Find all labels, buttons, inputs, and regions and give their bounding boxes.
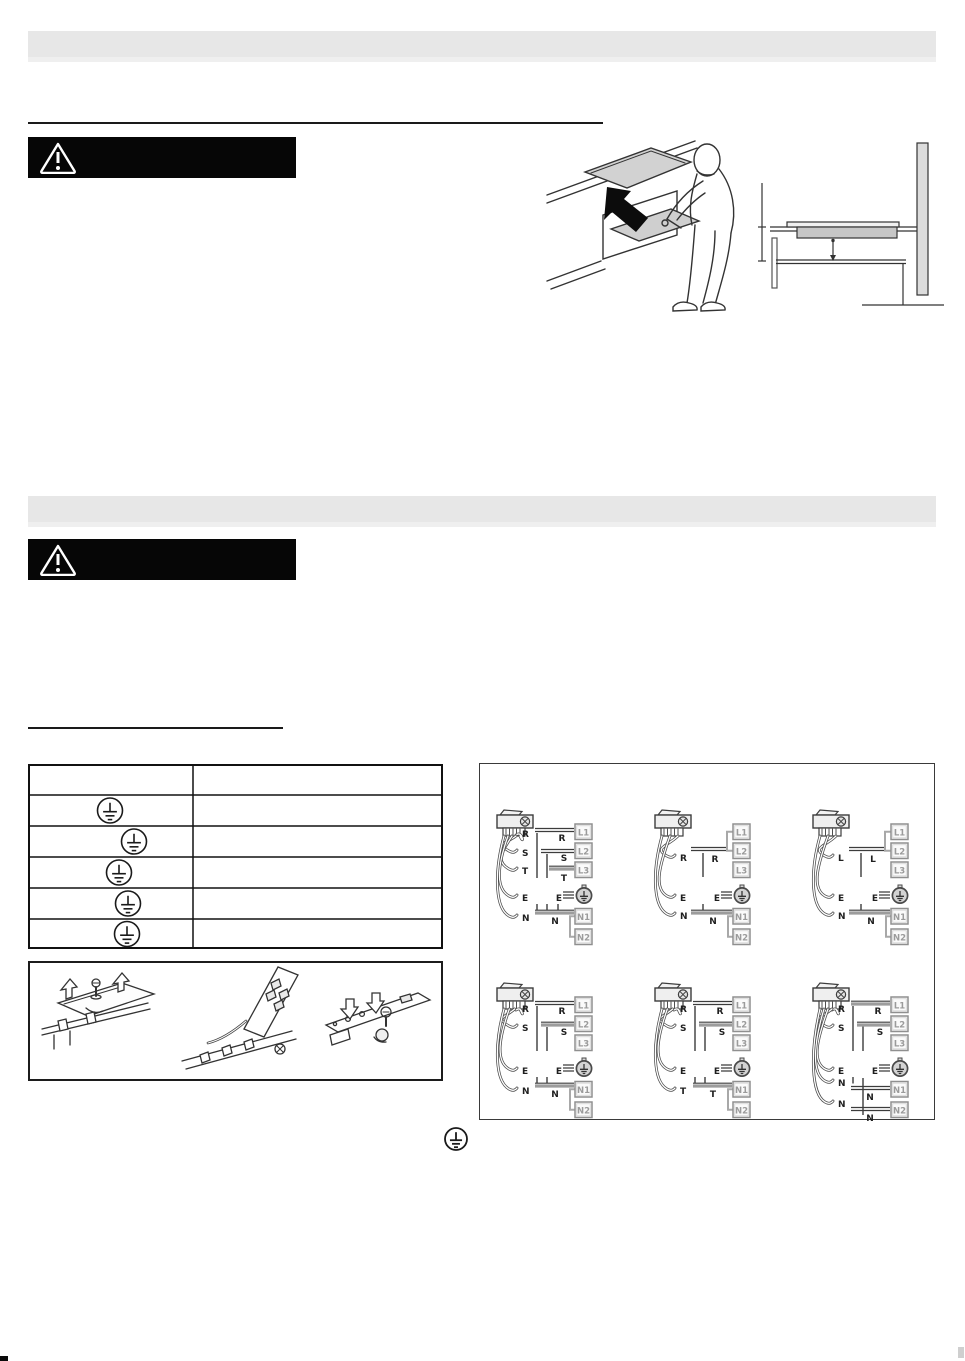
diagram-label: S <box>876 1028 884 1038</box>
cover-step-1 <box>42 973 154 1049</box>
earth-terminal-icon <box>734 1058 749 1076</box>
clamp-screw-icon <box>836 990 845 999</box>
diagram-label: N1 <box>576 913 591 923</box>
diagram-label: N <box>551 1090 559 1100</box>
diagram-label: R <box>558 1007 566 1017</box>
cover-step-3 <box>326 993 430 1045</box>
diagram-label: L <box>838 854 844 864</box>
terminal-l3 <box>575 1035 592 1051</box>
terminal-n1 <box>575 1082 592 1098</box>
diagram-label: N1 <box>892 1086 907 1096</box>
terminal-n1 <box>575 909 592 925</box>
diagram-label: E <box>871 894 879 904</box>
terminal-cover-steps-box <box>28 961 443 1081</box>
cable-clamp-lever <box>500 810 522 815</box>
warning-box-2 <box>28 539 296 580</box>
terminal-l1 <box>575 824 592 840</box>
diagram-label: L2 <box>893 1020 906 1031</box>
diagram-label: N <box>522 1087 530 1097</box>
terminal-l2 <box>575 843 592 859</box>
diagram-label: R <box>522 830 529 840</box>
terminal-n2 <box>891 929 908 945</box>
diagram-label: N1 <box>892 913 907 923</box>
diagram-label: N2 <box>892 1106 907 1117</box>
diagram-label: S <box>680 1024 687 1034</box>
diagram-label: E <box>555 894 563 904</box>
diagram-label: L3 <box>893 1039 906 1050</box>
diagram-label: L3 <box>735 866 748 877</box>
diagram-label: E <box>713 894 721 904</box>
warning-box-1 <box>28 137 296 178</box>
hob-installation-illustration <box>545 131 757 319</box>
clamp-screw-icon <box>520 817 529 826</box>
earth-terminal-icon <box>892 1058 907 1076</box>
diagram-label: R <box>680 854 687 864</box>
diagram-label: L1 <box>893 828 906 839</box>
clamp-screw-icon <box>520 990 529 999</box>
cable-clamp-lever <box>658 810 680 815</box>
diagram-label: L2 <box>577 847 590 858</box>
diagram-label: E <box>680 1067 687 1077</box>
diagram-label: N <box>838 912 846 922</box>
diagram-label: L1 <box>577 828 590 839</box>
diagram-4 <box>491 982 641 1124</box>
cable-clamp-lever <box>816 983 838 988</box>
terminal-l1 <box>891 997 908 1013</box>
terminal-n1 <box>891 909 908 925</box>
diagram-label: R <box>838 1005 845 1015</box>
earth-terminal-icon <box>892 885 907 903</box>
terminal-l3 <box>575 862 592 878</box>
cable-clamp-lever <box>658 983 680 988</box>
terminal-l1 <box>733 997 750 1013</box>
diagram-2 <box>649 809 799 951</box>
diagram-label: N2 <box>734 933 749 944</box>
diagram-label: E <box>680 894 687 904</box>
terminal-l2 <box>733 1016 750 1032</box>
diagram-label: N <box>709 917 717 927</box>
cable-clamp-lever <box>500 983 522 988</box>
diagram-label: L2 <box>577 1020 590 1031</box>
diagram-label: T <box>560 874 568 884</box>
diagram-label: E <box>522 1067 529 1077</box>
cable-clamp-lever <box>816 810 838 815</box>
diagram-label: N1 <box>734 913 749 923</box>
diagram-label: N <box>838 1100 846 1110</box>
terminal-l2 <box>733 843 750 859</box>
clamp-screw-icon <box>678 817 687 826</box>
terminal-l3 <box>891 1035 908 1051</box>
terminal-l3 <box>733 1035 750 1051</box>
diagram-label: R <box>558 834 566 844</box>
diagram-label: R <box>711 855 719 865</box>
terminal-n2 <box>575 929 592 945</box>
heading-underline-2 <box>28 727 283 729</box>
diagram-label: N <box>838 1079 846 1089</box>
terminal-n2 <box>733 929 750 945</box>
terminal-n1 <box>733 1082 750 1098</box>
diagram-label: S <box>560 1028 568 1038</box>
terminal-n2 <box>733 1102 750 1118</box>
terminal-n1 <box>891 1082 908 1098</box>
terminal-n1 <box>733 909 750 925</box>
diagram-label: L3 <box>735 1039 748 1050</box>
wiring-diagram-panel <box>479 763 935 1124</box>
diagram-label: R <box>680 1005 687 1015</box>
diagram-label: R <box>874 1007 882 1017</box>
diagram-1 <box>491 809 641 951</box>
diagram-label: L3 <box>893 866 906 877</box>
heading-underline-1 <box>28 122 603 124</box>
corner-mark-bottom-left <box>0 1356 8 1361</box>
terminal-l3 <box>733 862 750 878</box>
diagram-label: L1 <box>893 1001 906 1012</box>
diagram-label: N1 <box>576 1086 591 1096</box>
diagram-label: N <box>867 917 875 927</box>
diagram-label: S <box>522 1024 529 1034</box>
earth-terminal-icon <box>576 1058 591 1076</box>
diagram-label: T <box>522 867 529 877</box>
diagram-label: L3 <box>577 1039 590 1050</box>
diagram-label: S <box>560 854 568 864</box>
terminal-l2 <box>891 1016 908 1032</box>
diagram-5 <box>649 982 799 1124</box>
warning-triangle-icon <box>39 543 77 576</box>
diagram-label: T <box>709 1090 717 1100</box>
earth-ground-icon <box>443 1126 469 1153</box>
diagram-label: L3 <box>577 866 590 877</box>
diagram-label: S <box>522 849 529 859</box>
corner-mark-bottom-right <box>958 1347 964 1358</box>
terminal-l1 <box>575 997 592 1013</box>
diagram-label: N2 <box>576 933 591 944</box>
diagram-3 <box>807 809 957 951</box>
top-section-bar <box>28 31 936 62</box>
diagram-label: L2 <box>735 1020 748 1031</box>
diagram-label: E <box>522 894 529 904</box>
diagram-label: N <box>522 914 530 924</box>
diagram-label: N2 <box>734 1106 749 1117</box>
diagram-label: L2 <box>735 847 748 858</box>
diagram-label: L1 <box>577 1001 590 1012</box>
earth-ground-icon <box>445 1128 467 1150</box>
terminal-l2 <box>575 1016 592 1032</box>
diagram-label: L1 <box>735 828 748 839</box>
terminal-n2 <box>575 1102 592 1118</box>
diagram-label: E <box>871 1067 879 1077</box>
diagram-label: E <box>838 894 845 904</box>
terminal-l1 <box>891 824 908 840</box>
diagram-label: L1 <box>735 1001 748 1012</box>
terminal-n2 <box>891 1102 908 1118</box>
terminal-l2 <box>891 843 908 859</box>
diagram-label: R <box>716 1007 724 1017</box>
side-section-diagram <box>740 131 965 319</box>
clamp-screw-icon <box>836 817 845 826</box>
diagram-label: E <box>838 1067 845 1077</box>
diagram-label: L <box>870 855 876 865</box>
diagram-label: E <box>713 1067 721 1077</box>
diagram-label: S <box>838 1024 845 1034</box>
diagram-label: N2 <box>892 933 907 944</box>
earth-symbol-table <box>28 764 443 949</box>
earth-terminal-icon <box>576 885 591 903</box>
diagram-label: N <box>551 917 559 927</box>
diagram-label: N <box>866 1093 874 1103</box>
cover-step-2 <box>182 967 298 1069</box>
diagram-label: N <box>680 912 688 922</box>
warning-triangle-icon <box>39 141 77 174</box>
terminal-l1 <box>733 824 750 840</box>
diagram-label: S <box>718 1028 726 1038</box>
clamp-screw-icon <box>678 990 687 999</box>
diagram-label: L2 <box>893 847 906 858</box>
diagram-label: E <box>555 1067 563 1077</box>
middle-section-bar <box>28 496 936 527</box>
diagram-6 <box>807 982 957 1124</box>
diagram-label: N2 <box>576 1106 591 1117</box>
diagram-label: R <box>522 1005 529 1015</box>
diagram-label: T <box>680 1087 687 1097</box>
earth-terminal-icon <box>734 885 749 903</box>
diagram-label: N1 <box>734 1086 749 1096</box>
terminal-l3 <box>891 862 908 878</box>
diagram-label: N <box>866 1114 874 1124</box>
